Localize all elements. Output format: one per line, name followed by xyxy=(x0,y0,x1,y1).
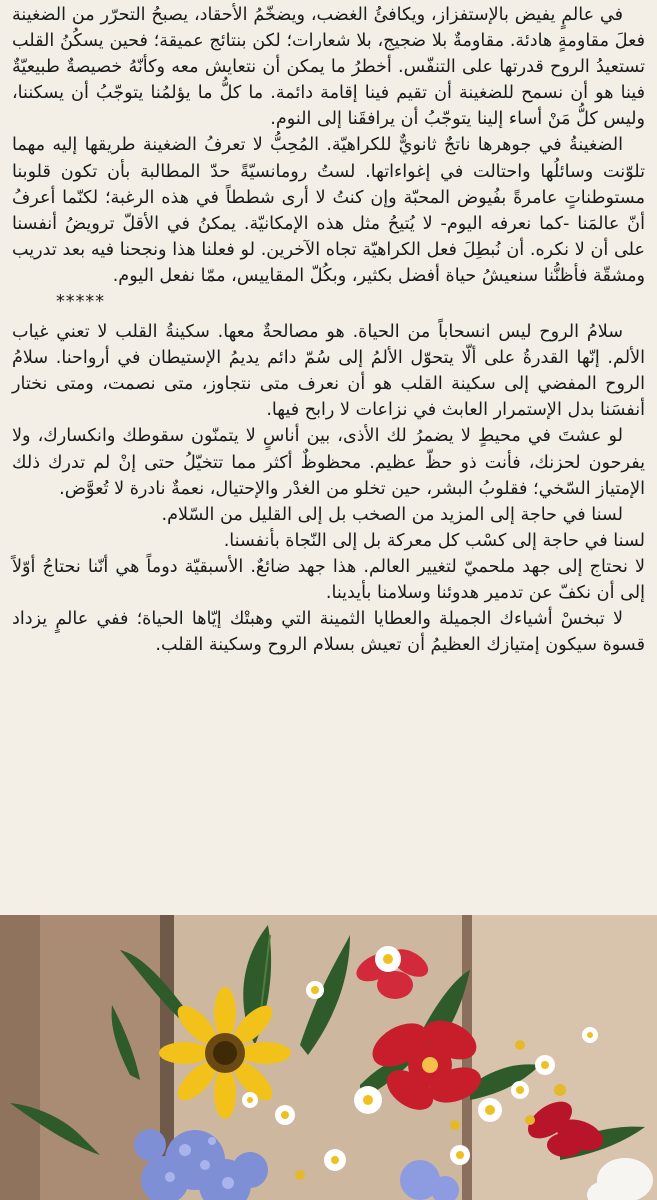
paragraph-6: لسنا في حاجة إلى كسْب كل معركة بل إلى النّجاة بأنفسنا. xyxy=(223,530,645,551)
flower-bouquet-photo xyxy=(0,915,657,1200)
paragraph-3: سلامُ الروح ليس انسحاباً من الحياة. هو مصالحةٌ معها. سكينةُ القلب لا تعني غياب الألم. إنّها القدرةُ على ألّا يتحوّل الألمُ إلى سُمّ دائم يديمُ الإستيطان في أرواحنا. سلامُ الروح المفضي إلى سكينة القلب هو أن نعرف متى نتجاوز، متى نصمت، ومتى نختار أنفسَنا بدل الإستمرار العابث في نزاعات لا رابح فيها. xyxy=(12,322,645,421)
paragraph-8: لا تبخسْ أشياءك الجميلة والعطايا الثمينة التي وهبتْك إيّاها الحياة؛ ففي عالمٍ يزداد قسوة سيكون إمتيازك العظيمُ أن تعيش بسلام الروح وسكينة القلب. xyxy=(12,609,645,656)
paragraph-5: لسنا في حاجة إلى المزيد من الصخب بل إلى القليل من السّلام. xyxy=(161,504,623,525)
paragraph-7: لا نحتاج إلى جهد ملحميّ لتغيير العالم. هذا جهد ضائعٌ. الأسبقيّة دوماً هي أنّنا نحتاجُ أوّلاً إلى أن نكفّ عن تدمير هدوئنا وسلامنا بأيدينا. xyxy=(12,556,645,603)
section-separator: ***** xyxy=(56,292,105,313)
paragraph-1: في عالمٍ يفيض بالإستفزاز، ويكافئُ الغضب، ويضخّمُ الأحقاد، يصبحُ التحرّر من الضغينة فعلَ مقاومةٍ هادئة. مقاومةٌ بلا ضجيج، بلا شعارات؛ لكن بنتائج عميقة؛ فحين يسكُنُ القلب تستعيدُ الروح قدرتها على التنفّس. أخطرُ ما يمكن أن نتعايش معه وكأنّهُ خصيصةٌ طبيعيّةٌ فينا هو أن نسمح للضغينة أن تقيم فينا إقامة دائمة. ما كلُّ ما يؤلمُنا يتوجّبُ أن يسكننا، وليس كلُّ مَنْ أساء إلينا يتوجّبُ أن يرافقَنا إلى النوم. xyxy=(12,5,645,130)
paragraph-4: لو عشتَ في محيطٍ لا يضمرُ لك الأذى، بين أناسٍ لا يتمنّون سقوطك وانكسارك، ولا يفرحون لحزنك، فأنت ذو حظّ عظيم. محظوظٌ أكثر مما تتخيّلُ حتى إنْ لم تدرك ذلك الإمتياز السّخي؛ فقلوبُ البشر، حين تخلو من الغدْر والإحتيال، نعمةٌ نادرة لا تُعوَّض. xyxy=(12,426,645,499)
paragraph-2: الضغينةُ في جوهرها ناتجٌ ثانويٌّ للكراهيّة. المُحِبُّ لا تعرفُ الضغينة طريقها إليه مهما تلوّنت وسائلُها واحتالت في إغواءاتها. لستُ رومانسيّةً حدّ المطالبة بأن تكون قلوبنا مستوطناتٍ عامرةً بفُيوض المحبّة وإن كنتُ لا أرى شططاً في هذه الرغبة؛ لكنّما أعرفُ أنّ عالمَنا -كما نعرفه اليوم- لا يُتيحُ مثل هذه الإمكانيّة. يمكنُ في الأقلّ ترويضُ أنفسنا على أن لا نكره. أن نُبطِلَ فعل الكراهيّة تجاه الآخرين. لو فعلنا هذا ونجحنا فيه بعد تدريب ومشقّة فأظنُّنا سنعيشُ حياة أفضل بكثير، وبكُلّ المقاييس، ممّا نفعل اليوم. xyxy=(12,135,645,286)
wood-plank-far-left xyxy=(0,915,40,1200)
